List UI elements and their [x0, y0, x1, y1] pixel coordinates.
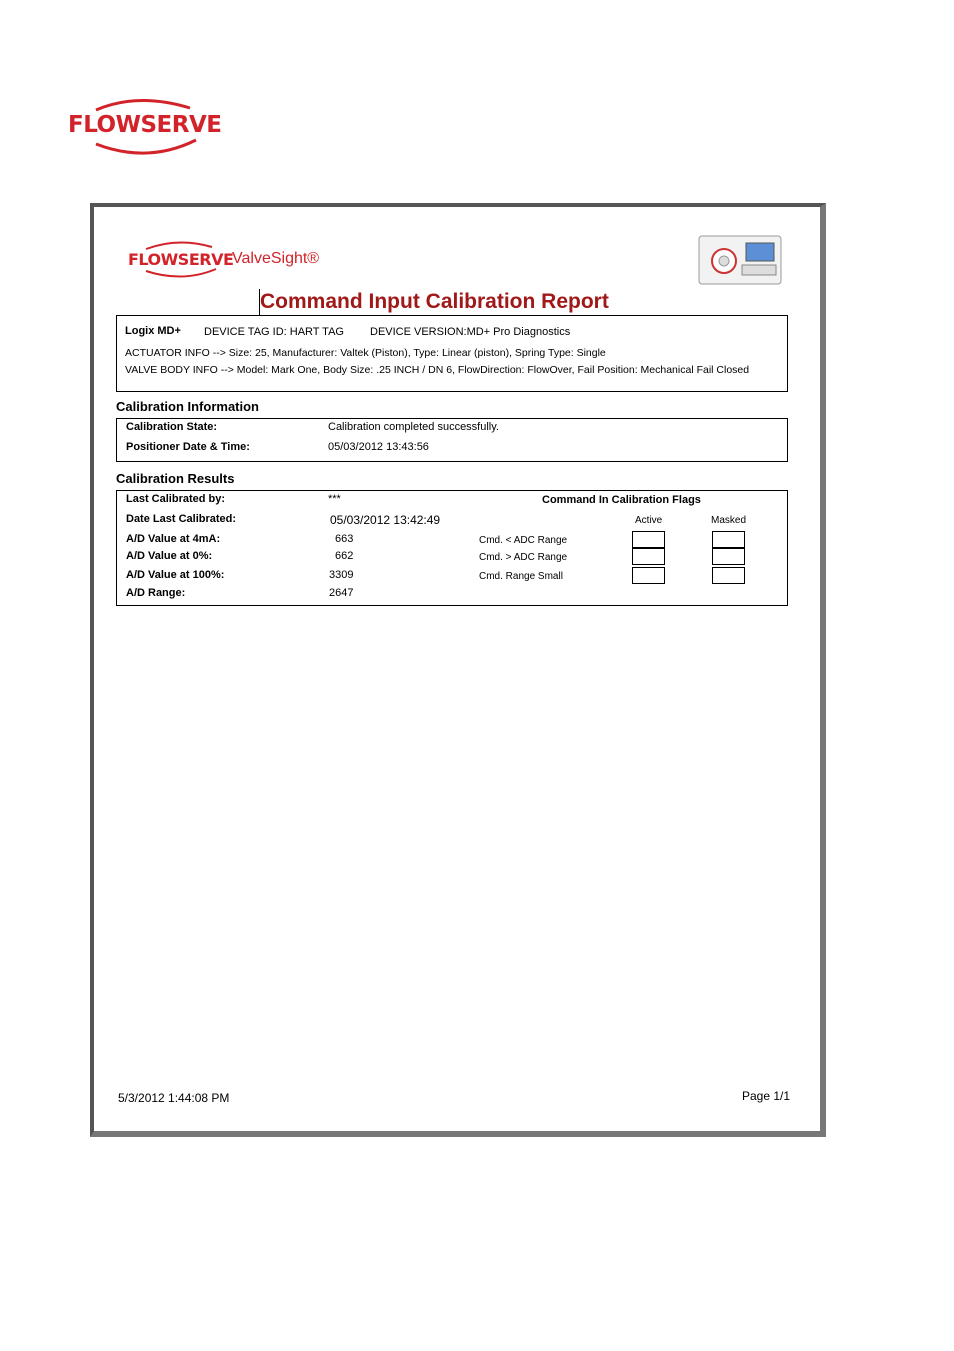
result-value: 05/03/2012 13:42:49: [330, 513, 441, 527]
valve-body-info: VALVE BODY INFO --> Model: Mark One, Body Size: .25 INCH / DN 6, FlowDirection: FlowOver, Fail Position: Mechanical Fail Closed: [125, 364, 750, 376]
result-value: 3309: [329, 569, 354, 581]
calibration-results-heading: Calibration Results: [116, 471, 235, 486]
report-title: Command Input Calibration Report: [260, 290, 609, 313]
calibration-info-heading: Calibration Information: [116, 399, 259, 414]
result-label: A/D Value at 100%:: [126, 569, 225, 581]
result-value: ***: [328, 493, 341, 505]
report-logo: [128, 241, 368, 281]
report-timestamp: 5/3/2012 1:44:08 PM: [118, 1091, 230, 1105]
result-label: A/D Value at 0%:: [126, 550, 213, 562]
calibration-results-box: [116, 490, 788, 606]
flag-masked-box: [712, 567, 745, 584]
flowserve-wordmark: FLOWSERVE: [68, 112, 222, 138]
report-product: ValveSight®: [232, 250, 320, 267]
flag-active-box: [632, 567, 665, 584]
actuator-info: ACTUATOR INFO --> Size: 25, Manufacturer: Valtek (Piston), Type: Linear (piston), Spring Type: Single: [125, 347, 606, 359]
result-value: 663: [335, 533, 354, 545]
flag-active-box: [632, 531, 665, 548]
result-value: 662: [335, 550, 354, 562]
positioner-datetime-label: Positioner Date & Time:: [126, 441, 250, 453]
result-label: Last Calibrated by:: [126, 493, 226, 505]
flag-masked-box: [712, 548, 745, 565]
calibration-state-value: Calibration completed successfully.: [328, 421, 499, 433]
device-model: Logix MD+: [125, 325, 181, 337]
flag-label: Cmd. Range Small: [479, 571, 563, 582]
calibration-state-label: Calibration State:: [126, 421, 218, 433]
report-brand: FLOWSERVE: [128, 250, 234, 269]
flags-col-masked: Masked: [711, 515, 747, 526]
flag-masked-box: [712, 531, 745, 548]
positioner-datetime-value: 05/03/2012 13:43:56: [328, 441, 429, 453]
device-tag: DEVICE TAG ID: HART TAG: [204, 326, 344, 338]
flag-label: Cmd. < ADC Range: [479, 535, 568, 546]
report-page: [90, 203, 826, 1137]
flowserve-logo: [68, 98, 222, 156]
result-label: Date Last Calibrated:: [126, 513, 237, 525]
flag-label: Cmd. > ADC Range: [479, 552, 568, 563]
flag-active-box: [632, 548, 665, 565]
flags-col-active: Active: [635, 515, 663, 526]
page-number: Page 1/1: [742, 1089, 791, 1103]
device-version: DEVICE VERSION:MD+ Pro Diagnostics: [370, 326, 571, 338]
result-value: 2647: [329, 587, 354, 599]
positioner-device-icon: [698, 235, 782, 285]
flags-heading: Command In Calibration Flags: [542, 494, 701, 506]
result-label: A/D Value at 4mA:: [126, 533, 221, 545]
result-label: A/D Range:: [126, 587, 186, 599]
